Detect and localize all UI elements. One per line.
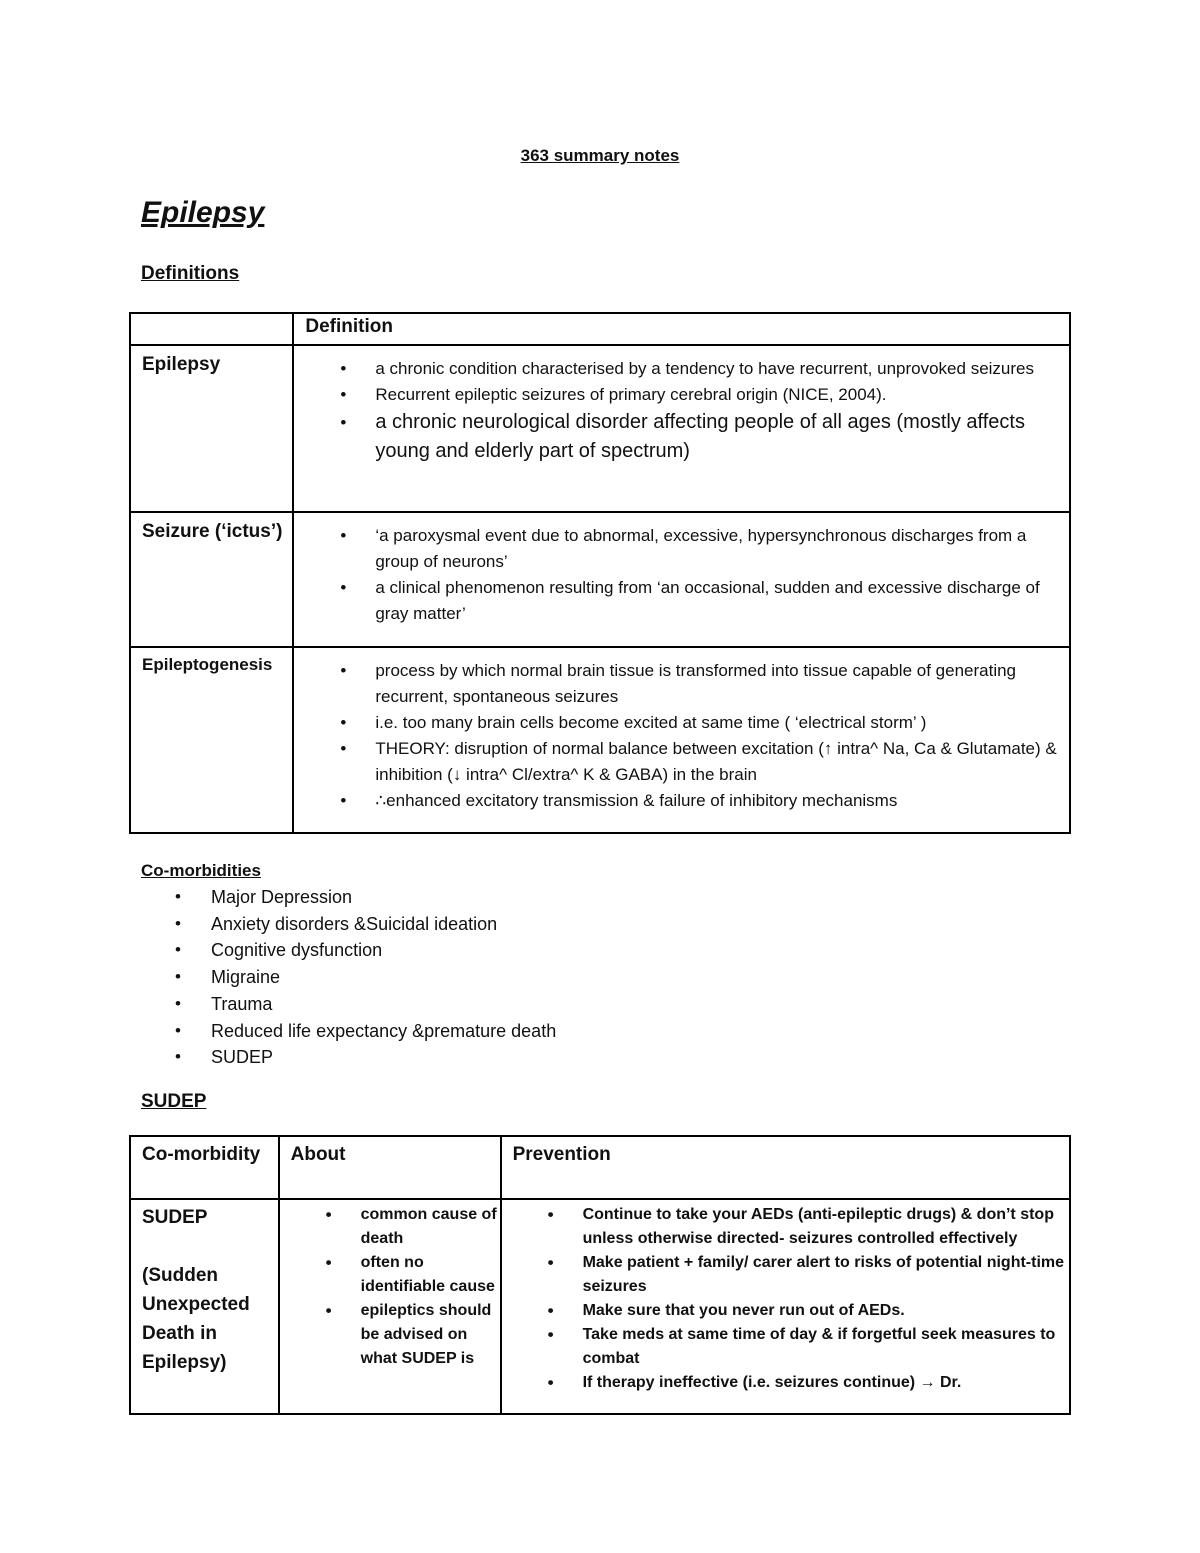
term-epilepsy: Epilepsy (130, 345, 293, 512)
definition-bullet: • ∴enhanced excitatory transmission & failure of inhibitory mechanisms (375, 788, 1069, 814)
main-heading: Epilepsy (141, 196, 265, 229)
definition-bullet: • i.e. too many brain cells become excited at same time ( ‘electrical storm’ ) (375, 710, 1069, 736)
table-row (130, 345, 1070, 512)
list-item: • Major Depression (211, 884, 556, 911)
definition-bullet: • process by which normal brain tissue is transformed into tissue capable of generating recurrent, spontaneous seizures (375, 658, 1069, 710)
definition-bullet: • THEORY: disruption of normal balance between excitation (↑ intra^ Na, Ca & Glutamate) & inhibition (↓ intra^ Cl/extra^ K & GABA) in the brain (375, 736, 1069, 788)
definition-bullet: • Recurrent epileptic seizures of primary cerebral origin (NICE, 2004). (375, 382, 1069, 408)
table-header-row (130, 1136, 1070, 1199)
table-row (130, 512, 1070, 647)
list-item: • SUDEP (211, 1044, 556, 1071)
prevention-bullet: • Continue to take your AEDs (anti-epileptic drugs) & don’t stop unless otherwise directed- seizures controlled effectively (583, 1203, 1069, 1251)
list-item: • Reduced life expectancy &premature death (211, 1018, 556, 1045)
prevention-bullet: • Make patient + family/ carer alert to risks of potential night-time seizures (583, 1251, 1069, 1299)
definition-cell (293, 512, 1070, 647)
term-epileptogenesis: Epileptogenesis (130, 647, 293, 833)
sudep-term-expansion: (Sudden Unexpected Death in Epilepsy) (142, 1265, 250, 1373)
definition-bullet: • a chronic neurological disorder affecting people of all ages (mostly affects young and elderly part of spectrum) (375, 408, 1069, 466)
prevention-bullet: • Make sure that you never run out of AEDs. (583, 1299, 1069, 1323)
table-row (130, 647, 1070, 833)
about-bullet: • epileptics should be advised on what SUDEP is (361, 1299, 500, 1371)
term-seizure: Seizure (‘ictus’) (130, 512, 293, 647)
prevention-cell (501, 1199, 1070, 1414)
definition-bullet: • a clinical phenomenon resulting from ‘an occasional, sudden and excessive discharge of gray matter’ (375, 575, 1069, 627)
spacer (142, 1232, 278, 1261)
definition-cell (293, 345, 1070, 512)
definition-bullet: • ‘a paroxysmal event due to abnormal, excessive, hypersynchronous discharges from a group of neurons’ (375, 523, 1069, 575)
prevention-bullet: • Take meds at same time of day & if forgetful seek measures to combat (583, 1323, 1069, 1371)
table-row (130, 1199, 1070, 1414)
definition-bullet: • a chronic condition characterised by a tendency to have recurrent, unprovoked seizures (375, 356, 1069, 382)
sudep-heading: SUDEP (141, 1091, 207, 1112)
about-bullet: • often no identifiable cause (361, 1251, 500, 1299)
prevention-column-header: Prevention (501, 1136, 1070, 1199)
about-column-header: About (279, 1136, 501, 1199)
prevention-bullet: • If therapy ineffective (i.e. seizures continue) → Dr. (583, 1371, 1069, 1395)
definition-column-header: Definition (293, 313, 1070, 345)
about-bullet: • common cause of death (361, 1203, 500, 1251)
definitions-heading: Definitions (141, 263, 240, 284)
comorbidity-column-header: Co-morbidity (130, 1136, 279, 1199)
sudep-term-cell (130, 1199, 279, 1414)
comorbidities-list (211, 884, 556, 1071)
empty-header-cell (130, 313, 293, 345)
document-title: 363 summary notes (520, 146, 680, 165)
list-item: • Cognitive dysfunction (211, 937, 556, 964)
list-item: • Trauma (211, 991, 556, 1018)
definition-cell (293, 647, 1070, 833)
about-cell (279, 1199, 501, 1414)
sudep-table (129, 1135, 1071, 1415)
list-item: • Migraine (211, 964, 556, 991)
sudep-term: SUDEP (142, 1207, 208, 1228)
definitions-table (129, 312, 1071, 834)
comorbidities-heading: Co-morbidities (141, 861, 261, 880)
table-header-row (130, 313, 1070, 345)
list-item: • Anxiety disorders &Suicidal ideation (211, 911, 556, 938)
